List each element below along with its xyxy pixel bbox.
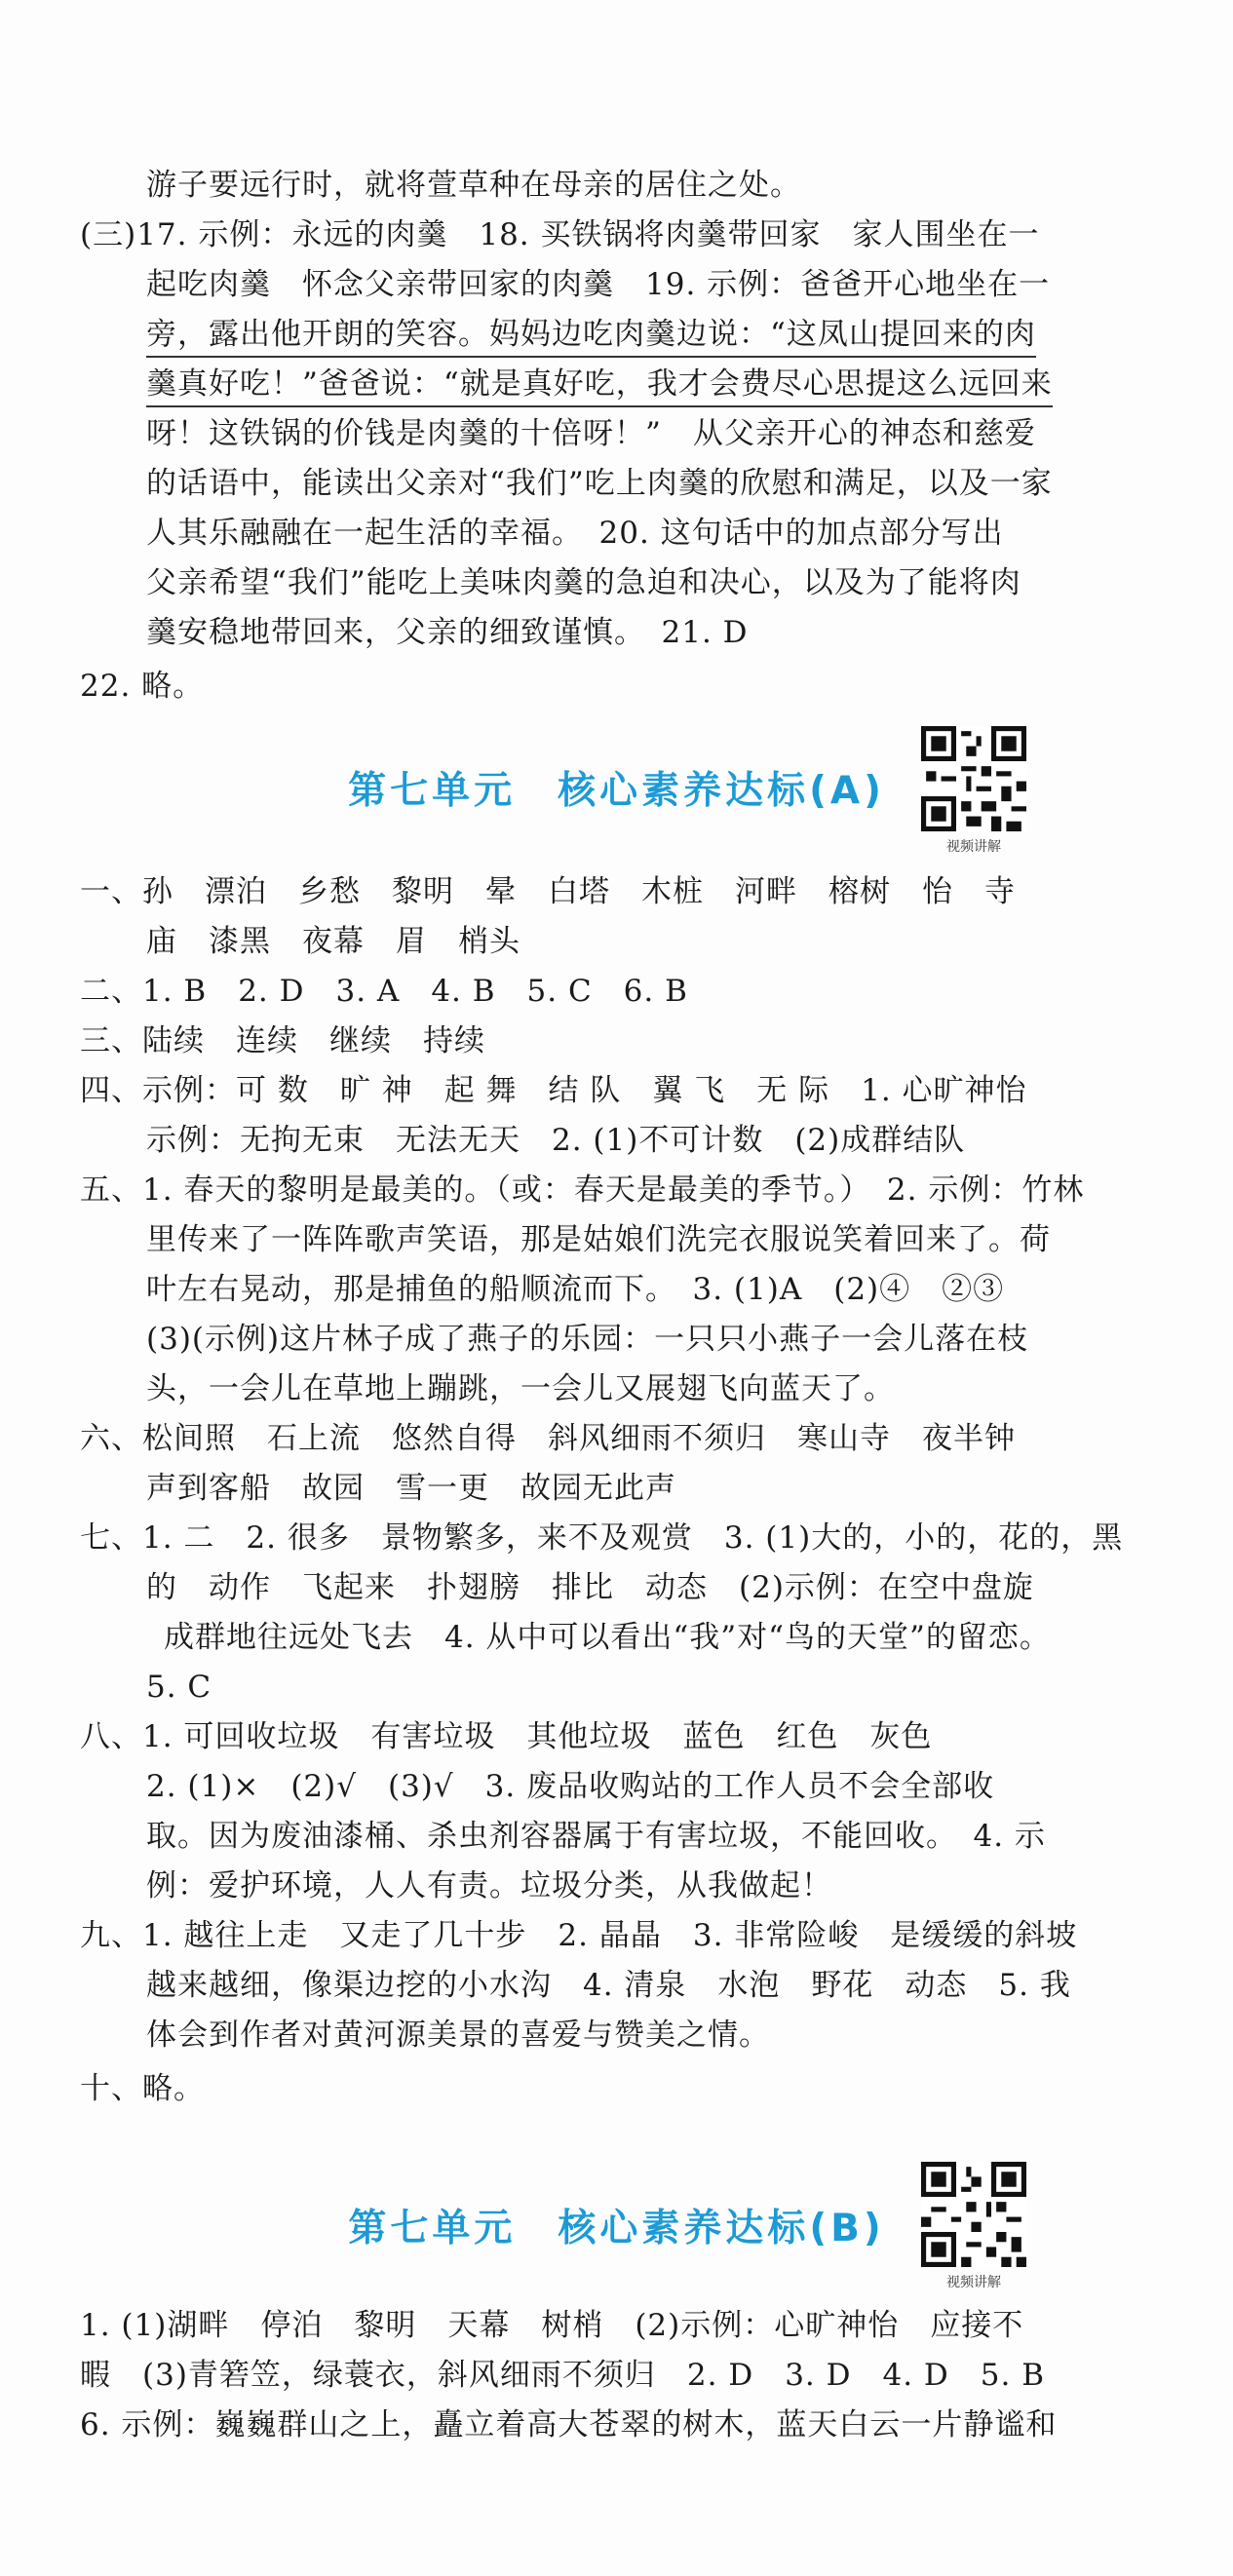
text-line: 叶左右晃动，那是捕鱼的船顺流而下。 3. (1)A (2)④ ②③ <box>146 1272 1005 1307</box>
text-line: 例：爱护环境，人人有责。垃圾分类，从我做起！ <box>146 1868 832 1903</box>
text-line: 越来越细，像渠边挖的小水沟 4. 清泉 水泡 野花 动态 5. 我 <box>146 1968 1071 2003</box>
text-line: 5. C <box>146 1670 212 1705</box>
text-line: 呀！这铁锅的价钱是肉羹的十倍呀！” 从父亲开心的神态和慈爱 <box>146 416 1036 451</box>
text-line: 游子要远行时，就将萱草种在母亲的居住之处。 <box>146 168 801 203</box>
text-line: 的 动作 飞起来 扑翅膀 排比 动态 (2)示例：在空中盘旋 <box>146 1570 1034 1605</box>
section-title-b: 第七单元 核心素养达标(B) <box>348 2207 885 2250</box>
text-line: 八、1. 可回收垃圾 有害垃圾 其他垃圾 蓝色 红色 灰色 <box>80 1719 933 1754</box>
text-line: 成群地往远处飞去 4. 从中可以看出“我”对“鸟的天堂”的留恋。 <box>164 1620 1051 1655</box>
text-line: 二、1. B 2. D 3. A 4. B 5. C 6. B <box>80 974 688 1009</box>
text-line: 十、略。 <box>80 2071 205 2106</box>
text-line: 一、孙 漂泊 乡愁 黎明 晕 白塔 木桩 河畔 榕树 怡 寺 <box>80 874 1016 909</box>
text-line: 的话语中，能读出父亲对“我们”吃上肉羹的欣慰和满足，以及一家 <box>146 466 1053 501</box>
text-line: 体会到作者对黄河源美景的喜爱与赞美之情。 <box>146 2018 770 2053</box>
text-line: 声到客船 故园 雪一更 故园无此声 <box>146 1471 676 1506</box>
text-line: 七、1. 二 2. 很多 景物繁多，来不及观赏 3. (1)大的，小的，花的，黑 <box>80 1520 1124 1556</box>
text-line: 九、1. 越往上走 又走了几十步 2. 晶晶 3. 非常险峻 是缓缓的斜坡 <box>80 1918 1078 1953</box>
qr-caption: 视频讲解 <box>946 839 1001 855</box>
section-title-a: 第七单元 核心素养达标(A) <box>348 769 885 813</box>
text-line: 取。因为废油漆桶、杀虫剂容器属于有害垃圾，不能回收。 4. 示 <box>146 1819 1046 1854</box>
qr-code-icon[interactable] <box>921 726 1026 831</box>
text-line: 三、陆续 连续 继续 持续 <box>80 1023 485 1058</box>
text-line: 庙 漆黑 夜幕 眉 梢头 <box>146 924 520 959</box>
text-line: 6. 示例：巍巍群山之上，矗立着高大苍翠的树木，蓝天白云一片静谧和 <box>80 2407 1058 2442</box>
text-line: 羹真好吃！”爸爸说：“就是真好吃，我才会费尽心思提这么远回来 <box>146 363 1053 407</box>
text-line: 暇 (3)青箬笠，绿蓑衣，斜风细雨不须归 2. D 3. D 4. D 5. B <box>80 2358 1045 2393</box>
qr-code-icon[interactable] <box>921 2162 1026 2267</box>
text-line: 羹安稳地带回来，父亲的细致谨慎。 21. D <box>146 615 749 650</box>
text-line: 父亲希望“我们”能吃上美味肉羹的急迫和决心，以及为了能将肉 <box>146 565 1021 600</box>
text-line: 五、1. 春天的黎明是最美的。（或：春天是最美的季节。） 2. 示例：竹林 <box>80 1173 1085 1208</box>
text-line: (3)(示例)这片林子成了燕子的乐园：一只只小燕子一会儿落在枝 <box>146 1322 1029 1357</box>
text-line: 四、示例：可 数 旷 神 起 舞 结 队 翼 飞 无 际 1. 心旷神怡 <box>80 1073 1027 1108</box>
text-line: 22. 略。 <box>80 669 205 704</box>
text-line: 六、松间照 石上流 悠然自得 斜风细雨不须归 寒山寺 夜半钟 <box>80 1421 1016 1456</box>
qr-caption: 视频讲解 <box>946 2275 1001 2290</box>
text-line: 里传来了一阵阵歌声笑语，那是姑娘们洗完衣服说笑着回来了。荷 <box>146 1222 1051 1257</box>
text-line: 起吃肉羹 怀念父亲带回家的肉羹 19. 示例：爸爸开心地坐在一 <box>146 267 1051 302</box>
text-line: 示例：无拘无束 无法无天 2. (1)不可计数 (2)成群结队 <box>146 1123 966 1158</box>
text-line: 人其乐融融在一起生活的幸福。 20. 这句话中的加点部分写出 <box>146 516 1004 551</box>
text-line: 1. (1)湖畔 停泊 黎明 天幕 树梢 (2)示例：心旷神怡 应接不 <box>80 2308 1024 2343</box>
text-line: 2. (1)× (2)√ (3)√ 3. 废品收购站的工作人员不会全部收 <box>146 1769 995 1804</box>
text-line: (三)17. 示例：永远的肉羹 18. 买铁锅将肉羹带回家 家人围坐在一 <box>80 217 1040 252</box>
text-line: 旁，露出他开朗的笑容。妈妈边吃肉羹边说：“这凤山提回来的肉 <box>146 313 1036 358</box>
text-line: 头，一会儿在草地上蹦跳，一会儿又展翅飞向蓝天了。 <box>146 1371 895 1406</box>
